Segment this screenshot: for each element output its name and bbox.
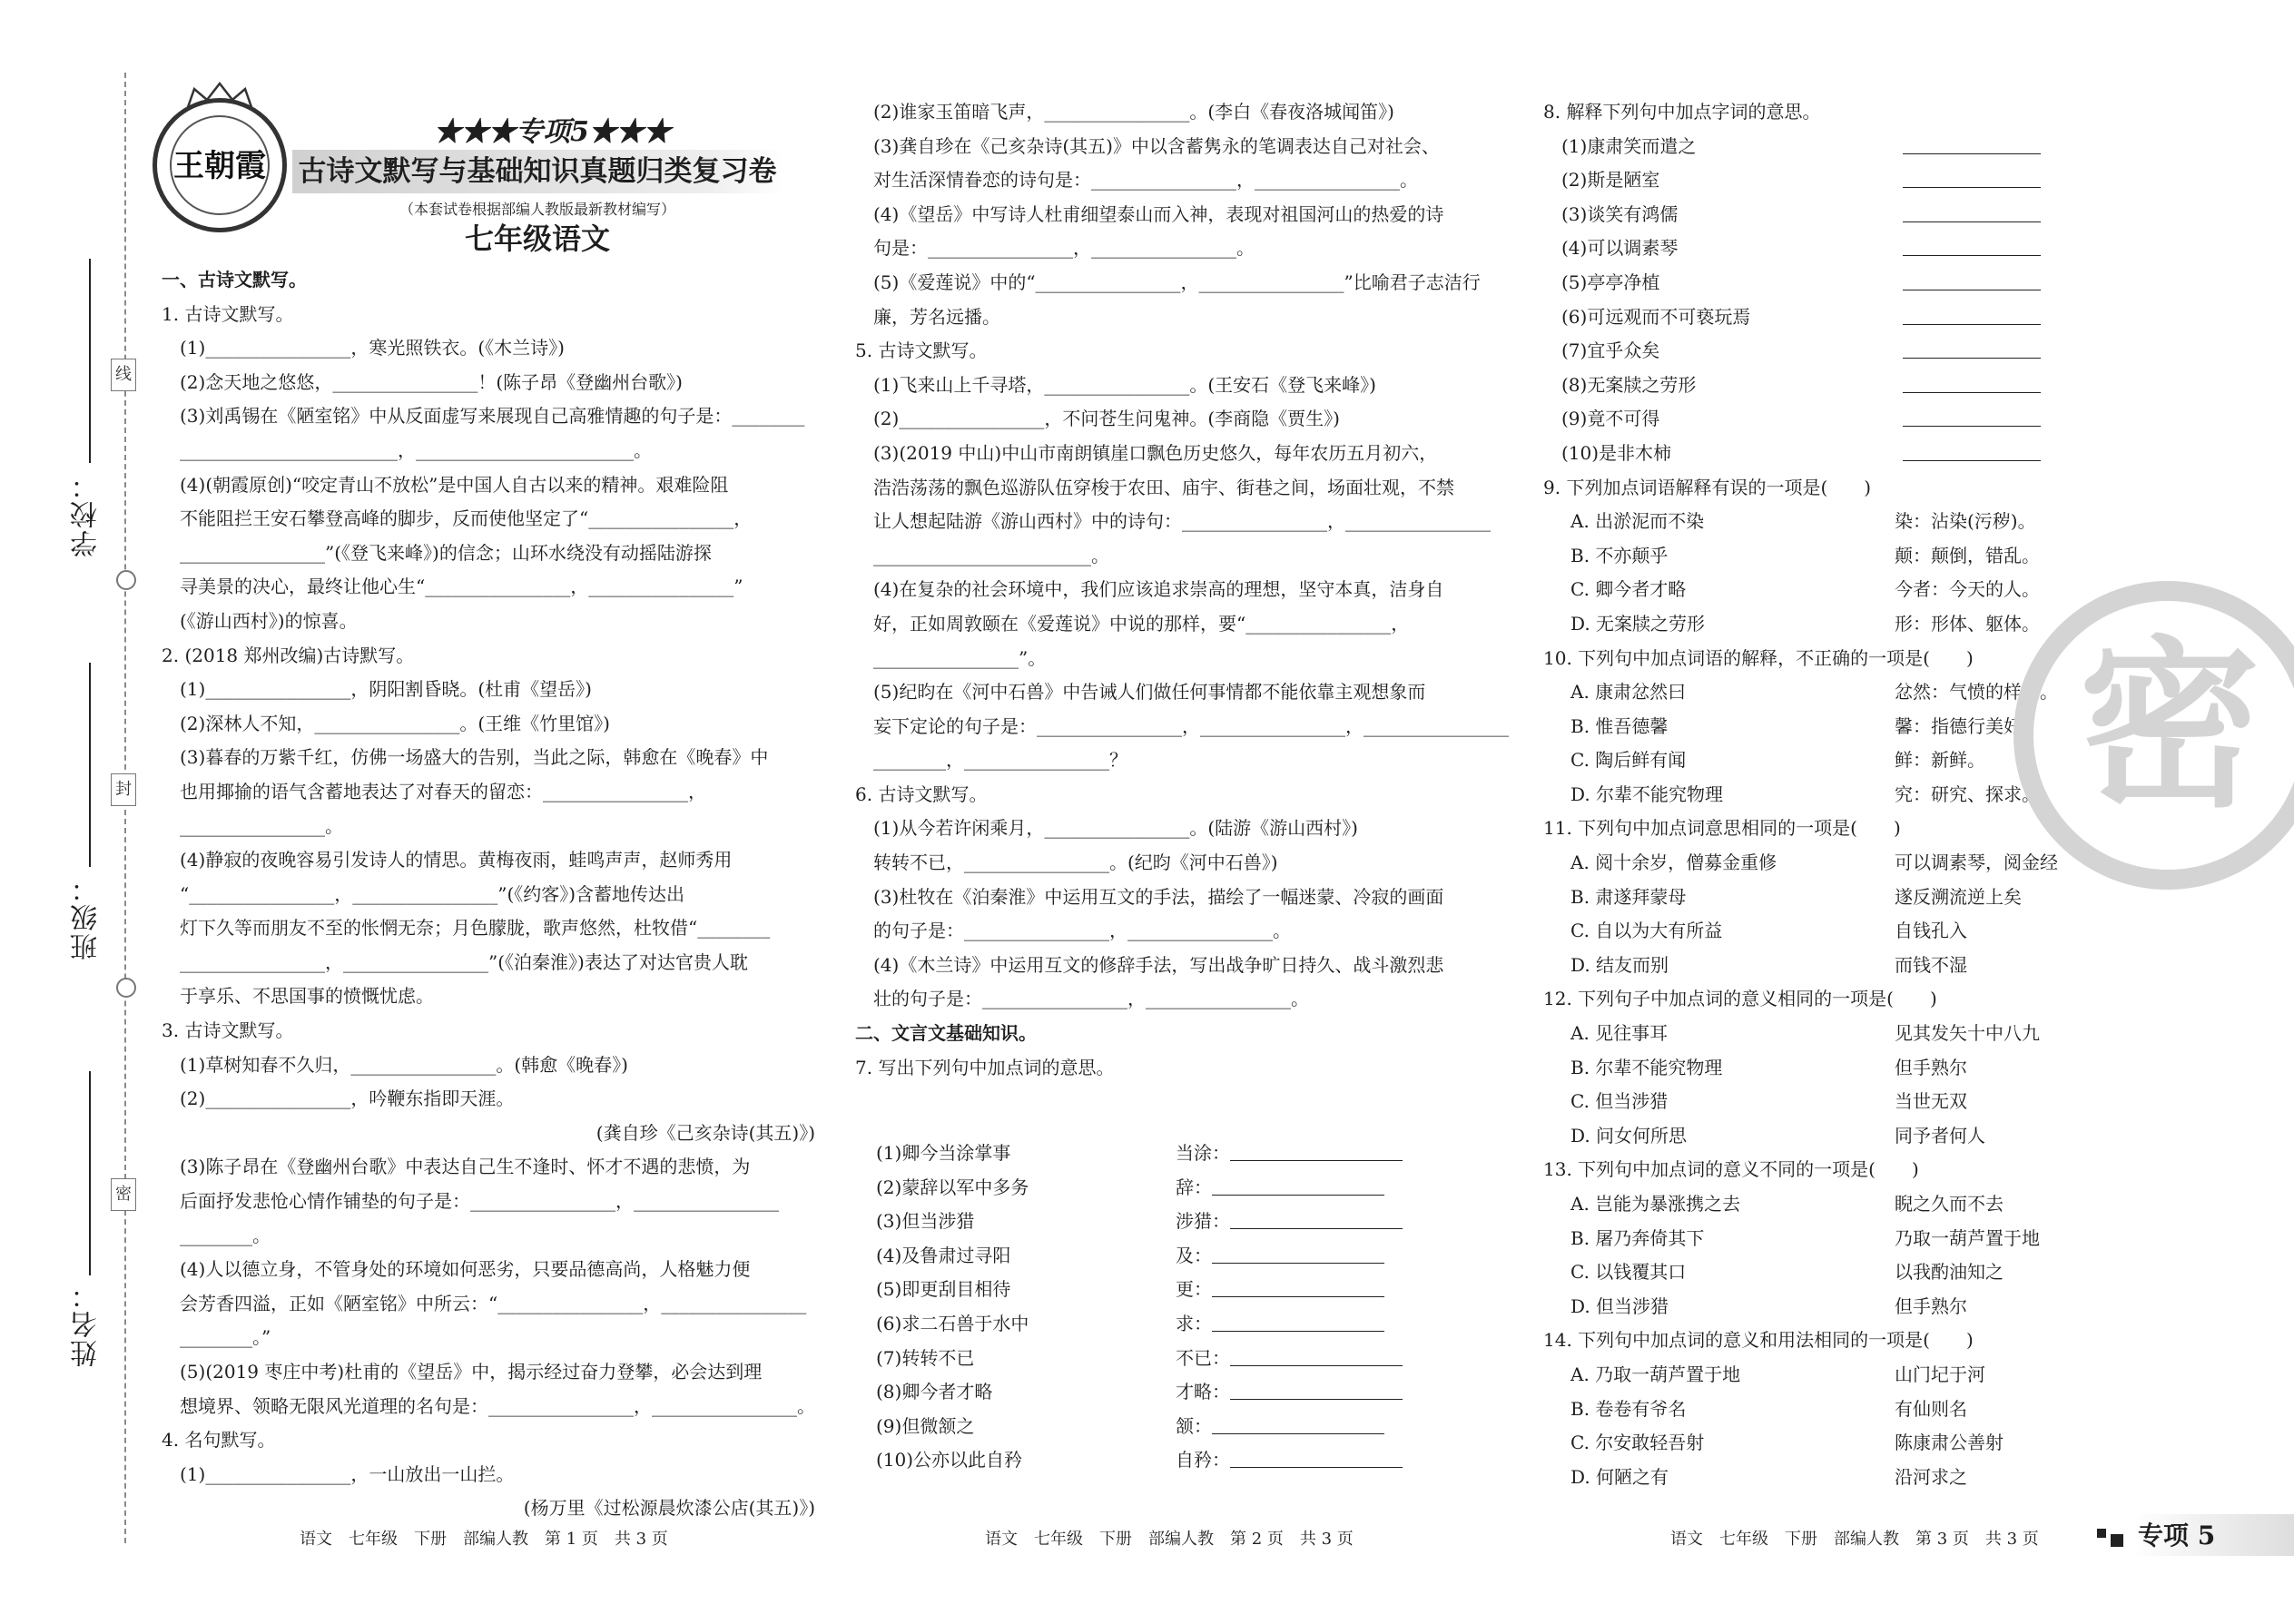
question-line: 后面抒发悲怆心情作铺垫的句子是：________________，________________ <box>180 1190 779 1213</box>
question-stem: 1. 古诗文默写。 <box>162 302 294 325</box>
question-line: (3)暮春的万紫千红，仿佛一场盛大的告别，当此之际，韩愈在《晚春》中 <box>180 746 769 769</box>
class-label: 班级： <box>71 873 103 960</box>
name-label: 姓名： <box>71 1280 103 1367</box>
question-line: (3)(2019 中山)中山市南朗镇崖口飘色历史悠久，每年农历五月初六， <box>873 441 1438 464</box>
mc-option-detail: 染：沾染(污秽)。 <box>1895 510 2036 533</box>
q8-row <box>1543 369 2088 403</box>
q7-sentence: (2)蒙辞以军中多务 <box>876 1176 1029 1198</box>
q7-term: 及： <box>1176 1244 1212 1266</box>
mc-question-stem: 10. 下列句中加点词语的解释，不正确的一项是( ) <box>1543 646 1974 669</box>
answer-blank[interactable] <box>1903 334 2041 359</box>
question-line: 转转不已，________________。(纪昀《河中石兽》) <box>873 851 1278 874</box>
school-label: 学校： <box>71 470 103 557</box>
question-line: (3)刘禹锡在《陋室铭》中从反面虚写来展现自己高雅情趣的句子是：________ <box>180 405 805 428</box>
mc-option[interactable] <box>1543 1358 2088 1393</box>
school-line <box>89 259 91 463</box>
q8-sentence: (6)可远观而不可亵玩焉 <box>1561 305 1751 328</box>
q8-sentence: (2)斯是陋室 <box>1561 169 1660 192</box>
question-line: 让人想起陆游《游山西村》中的诗句：________________，________________ <box>873 510 1491 533</box>
mc-option-detail: 当世无双 <box>1895 1090 1967 1113</box>
q7-sentence: (1)卿今当涂掌事 <box>876 1142 1011 1164</box>
q7-sentence: (7)转转不已 <box>876 1346 975 1369</box>
mc-option-detail: 沿河求之 <box>1895 1465 1967 1488</box>
binding-hole <box>116 570 136 590</box>
mc-option-text: C. 以钱覆其口 <box>1570 1261 1687 1284</box>
question-line: (2)念天地之悠悠，________________！(陈子昂《登幽州台歌》) <box>180 370 683 393</box>
q8-sentence: (5)亭亭净植 <box>1561 271 1660 293</box>
q7-term: 自矜： <box>1176 1449 1230 1471</box>
mc-option[interactable] <box>1543 1461 2088 1495</box>
answer-blank[interactable] <box>1903 130 2041 154</box>
q7-sentence: (4)及鲁肃过寻阳 <box>876 1244 1011 1266</box>
question-line: (1)________________，阴阳割昏晓。(杜甫《望岳》) <box>180 678 592 701</box>
question-line: ________。” <box>180 1326 271 1349</box>
q8-row <box>1543 198 2088 232</box>
mc-option[interactable] <box>1543 1119 2088 1154</box>
mc-option-text: A. 阅十余岁，僧募金重修 <box>1570 851 1777 874</box>
q8-row <box>1543 402 2088 437</box>
footer-page-1: 语文 七年级 下册 部编人教 第 1 页 共 3 页 <box>300 1530 668 1549</box>
publisher-logo <box>153 98 287 232</box>
section-heading: 一、古诗文默写。 <box>162 269 307 290</box>
mc-option-detail: 见其发矢十中八九 <box>1895 1022 2040 1045</box>
mc-option[interactable] <box>1543 607 2088 642</box>
q7-row <box>876 1307 1493 1342</box>
answer-blank[interactable] <box>1212 1171 1384 1196</box>
q8-row <box>1543 231 2088 266</box>
question-line: (4)在复杂的社会环境中，我们应该追求崇高的理想，坚守本真，洁身自 <box>873 578 1444 601</box>
mc-option-detail: 今者：今天的人。 <box>1895 578 2040 601</box>
question-line: 灯下久等而朋友不至的怅惘无奈；月色朦胧，歌声悠然，杜牧借“________ <box>180 917 771 940</box>
q7-row <box>876 1410 1493 1444</box>
q7-sentence: (10)公亦以此自矜 <box>876 1449 1023 1471</box>
question-line: (4)《望岳》中写诗人杜甫细望泰山而入神，表现对祖国河山的热爱的诗 <box>873 202 1444 225</box>
question-line: (2)________________，不问苍生问鬼神。(李商隐《贾生》) <box>873 408 1340 430</box>
mc-option-text: C. 尔安敢轻吾射 <box>1570 1432 1705 1454</box>
question-line: (3)陈子昂在《登幽州台歌》中表达自己生不逢时、怀才不遇的悲愤，为 <box>180 1156 751 1178</box>
mc-option[interactable] <box>1543 675 2088 710</box>
mc-option[interactable] <box>1543 1222 2088 1256</box>
answer-blank[interactable] <box>1230 1375 1403 1400</box>
q8-sentence: (8)无案牍之劳形 <box>1561 373 1697 396</box>
mc-option-text: C. 卿今者才略 <box>1570 578 1687 601</box>
mc-option[interactable] <box>1543 949 2088 983</box>
class-line <box>89 663 91 867</box>
answer-blank[interactable] <box>1903 266 2041 290</box>
mc-option-text: D. 尔辈不能究物理 <box>1570 782 1724 805</box>
footer-square <box>2097 1529 2106 1538</box>
mc-question-stem: 13. 下列句中加点词的意义不同的一项是( ) <box>1543 1158 1919 1181</box>
column-2 <box>855 95 1509 1085</box>
q8-sentence: (4)可以调素琴 <box>1561 237 1679 260</box>
logo-text: 王朝霞 <box>170 115 270 215</box>
question-stem: 2. (2018 郑州改编)古诗默写。 <box>162 644 415 666</box>
binding-hole <box>116 978 136 998</box>
q8-row <box>1543 266 2088 300</box>
mc-option[interactable] <box>1543 1051 2088 1086</box>
mc-option-text: D. 何陋之有 <box>1570 1465 1669 1488</box>
mc-option[interactable] <box>1543 710 2088 744</box>
q7-term: 涉猎： <box>1176 1210 1230 1233</box>
question-line: (杨万里《过松源晨炊漆公店(其五)》) <box>523 1497 815 1520</box>
question-line: 妄下定论的句子是：________________，________________，________________ <box>873 714 1509 737</box>
mc-option-text: B. 肃遂拜蒙母 <box>1570 885 1687 908</box>
question-stem: 5. 古诗文默写。 <box>855 340 988 362</box>
mc-option-detail: 乃取一葫芦置于地 <box>1895 1226 2040 1249</box>
question-line: (5)(2019 枣庄中考)杜甫的《望岳》中，揭示经过奋力登攀，必会达到理 <box>180 1361 763 1383</box>
question-stem: 7. 写出下列句中加点词的意思。 <box>855 1056 1115 1078</box>
mc-option[interactable] <box>1543 1255 2088 1290</box>
question-line: 壮的句子是：________________，________________。 <box>873 988 1309 1010</box>
question-line: (3)龚自珍在《己亥杂诗(其五)》中以含蓄隽永的笔调表达自己对社会、 <box>873 134 1440 157</box>
mc-option-text: C. 但当涉猎 <box>1570 1090 1669 1113</box>
question-line: 不能阻拦王安石攀登高峰的脚步，反而使他坚定了“________________， <box>180 507 753 530</box>
answer-blank[interactable] <box>1230 1137 1403 1161</box>
mc-option-detail: 忿然：气愤的样子。 <box>1895 681 2058 704</box>
q7-term: 当涂： <box>1176 1142 1230 1164</box>
mc-option-detail: 但手熟尔 <box>1895 1294 1967 1317</box>
question-8-stem: 8. 解释下列句中加点字词的意思。 <box>1543 101 1821 123</box>
question-line: 寻美景的决心，最终让他心生“________________，________________” <box>180 576 743 598</box>
mc-option-detail: 睨之久而不去 <box>1895 1193 2004 1215</box>
question-line: ________________”。 <box>873 646 1047 669</box>
mc-option[interactable] <box>1543 1426 2088 1461</box>
footer-page-2: 语文 七年级 下册 部编人教 第 2 页 共 3 页 <box>985 1530 1354 1549</box>
seal-mark-xian: 线 <box>111 359 136 391</box>
question-line: (4)静寂的夜晚容易引发诗人的情思。黄梅夜雨，蛙鸣声声，赵师秀用 <box>180 849 733 871</box>
special-label: ★★★专项5★★★ <box>434 116 671 148</box>
mc-question-stem: 11. 下列句中加点词意思相同的一项是( ) <box>1543 817 1901 840</box>
mc-option-detail: 遂反溯流逆上矣 <box>1895 885 2022 908</box>
answer-blank[interactable] <box>1212 1273 1384 1297</box>
question-line: ________________，________________”(《泊秦淮》)表达了对达官贵人耽 <box>180 950 748 973</box>
mc-option-detail: 颠：颠倒，错乱。 <box>1895 544 2040 566</box>
mc-option-text: B. 屠乃奔倚其下 <box>1570 1226 1705 1249</box>
question-line: ________。 <box>180 1224 271 1246</box>
mc-option-detail: 有仙则名 <box>1895 1397 1967 1420</box>
answer-blank[interactable] <box>1230 1205 1403 1229</box>
section-heading: 二、文言文基础知识。 <box>855 1022 1037 1045</box>
question-line: (1)从今若许闲乘月，________________。(陆游《游山西村》) <box>873 817 1358 840</box>
q7-term: 不已： <box>1176 1346 1230 1369</box>
answer-blank[interactable] <box>1230 1342 1403 1366</box>
mc-option-text: B. 不亦颠乎 <box>1570 544 1669 566</box>
question-line: (1)________________，寒光照铁衣。(《木兰诗》) <box>180 337 565 359</box>
mc-option-detail: 以我酌油知之 <box>1895 1261 2004 1284</box>
question-line: ________________________。 <box>873 544 1109 566</box>
q7-row <box>876 1205 1493 1239</box>
question-line: 也用揶揄的语气含蓄地表达了对春天的留恋：________________， <box>180 780 706 802</box>
question-line: 于享乐、不思国事的愤慨忧虑。 <box>180 985 434 1008</box>
q7-term: 颔： <box>1176 1414 1212 1437</box>
mc-option-text: D. 无案牍之劳形 <box>1570 612 1706 635</box>
question-line: (龚自珍《己亥杂诗(其五)》) <box>596 1121 815 1144</box>
mc-option[interactable] <box>1543 1187 2088 1222</box>
mc-question-stem: 12. 下列句子中加点词的意义相同的一项是( ) <box>1543 988 1937 1010</box>
question-line: ________，________________？ <box>873 749 1127 772</box>
seal-mark-feng: 封 <box>111 773 136 806</box>
mc-option-text: C. 陶后鲜有闻 <box>1570 749 1687 772</box>
footer-tag: 专项 5 <box>2138 1521 2216 1550</box>
mc-option-detail: 山门圮于河 <box>1895 1363 1985 1385</box>
mc-option[interactable] <box>1543 539 2088 574</box>
q8-row <box>1543 130 2088 164</box>
q8-row <box>1543 300 2088 335</box>
mc-option[interactable] <box>1543 1085 2088 1119</box>
mc-option-text: A. 出淤泥而不染 <box>1570 510 1705 533</box>
question-line: ________________________，________________________。 <box>180 438 652 461</box>
q7-row <box>876 1342 1493 1376</box>
mc-option-detail: 自钱孔入 <box>1895 920 1967 942</box>
q8-row <box>1543 334 2088 369</box>
mc-question-stem: 14. 下列句中加点词的意义和用法相同的一项是( ) <box>1543 1329 1974 1352</box>
mc-option[interactable] <box>1543 778 2088 812</box>
q7-term: 求： <box>1176 1312 1212 1334</box>
mc-option-text: A. 岂能为暴涨携之去 <box>1570 1193 1741 1215</box>
mc-option[interactable] <box>1543 1017 2088 1051</box>
footer-page-3: 语文 七年级 下册 部编人教 第 3 页 共 3 页 <box>1670 1530 2039 1549</box>
answer-blank[interactable] <box>1212 1239 1384 1264</box>
mc-option-text: D. 问女何所思 <box>1570 1124 1688 1147</box>
mc-option-text: C. 自以为大有所益 <box>1570 920 1723 942</box>
mc-option[interactable] <box>1543 743 2088 778</box>
name-line <box>89 1071 91 1275</box>
mc-option-text: D. 但当涉猎 <box>1570 1294 1669 1317</box>
question-line: (《游山西村》)的惊喜。 <box>180 609 358 632</box>
mc-option-text: A. 见往事耳 <box>1570 1022 1669 1045</box>
mc-option-text: A. 康肃忿然曰 <box>1570 681 1687 704</box>
q7-sentence: (9)但微颔之 <box>876 1414 975 1437</box>
q7-row <box>876 1443 1493 1478</box>
q7-sentence: (3)但当涉猎 <box>876 1210 975 1233</box>
mc-option-text: B. 尔辈不能究物理 <box>1570 1056 1723 1078</box>
answer-blank[interactable] <box>1212 1307 1384 1332</box>
answer-blank[interactable] <box>1230 1443 1403 1468</box>
q8-row <box>1543 437 2088 471</box>
q7-row <box>876 1239 1493 1274</box>
mc-option[interactable] <box>1543 846 2088 881</box>
q7-row <box>876 1375 1493 1410</box>
question-line: (3)杜牧在《泊秦淮》中运用互文的手法，描绘了一幅迷蒙、冷寂的画面 <box>873 885 1444 908</box>
question-line: (4)(朝霞原创)“咬定青山不放松”是中国人自古以来的精神。艰难险阻 <box>180 473 729 496</box>
mc-option-detail: 馨：指德行美好。 <box>1895 714 2040 737</box>
mc-option-text: B. 卷卷有爷名 <box>1570 1397 1687 1420</box>
grade-title: 七年级语文 <box>464 221 610 256</box>
q8-sentence: (3)谈笑有鸿儒 <box>1561 202 1679 225</box>
q7-sentence: (6)求二石兽于水中 <box>876 1312 1029 1334</box>
watermark-seal-text: 密 <box>2079 619 2261 832</box>
q8-sentence: (10)是非木柿 <box>1561 441 1672 464</box>
question-line: (5)《爱莲说》中的“________________，________________”比喻君子志洁行 <box>873 271 1481 293</box>
question-line: (5)纪昀在《河中石兽》中告诫人们做任何事情都不能依靠主观想象而 <box>873 681 1426 704</box>
answer-blank[interactable] <box>1903 198 2041 222</box>
column-3 <box>1543 95 2088 1494</box>
mc-option-detail: 但手熟尔 <box>1895 1056 1967 1078</box>
mc-option[interactable] <box>1543 881 2088 915</box>
mc-option-detail: 同予者何人 <box>1895 1124 1985 1147</box>
q7-term: 才略： <box>1176 1381 1230 1403</box>
mc-option-text: A. 乃取一葫芦置于地 <box>1570 1363 1741 1385</box>
answer-blank[interactable] <box>1903 437 2041 461</box>
mc-option[interactable] <box>1543 573 2088 607</box>
q7-term: 更： <box>1176 1278 1212 1301</box>
mc-option-detail: 陈康肃公善射 <box>1895 1432 2004 1454</box>
question-line: (1)飞来山上千寻塔，________________。(王安石《登飞来峰》) <box>873 373 1376 396</box>
q7-term: 辞： <box>1176 1176 1212 1198</box>
page-subtitle: （本套试卷根据部编人教版最新教材编写） <box>399 201 675 218</box>
question-line: 句是：________________，________________。 <box>873 237 1255 260</box>
q7-row <box>876 1171 1493 1206</box>
mc-option[interactable] <box>1543 914 2088 949</box>
answer-blank[interactable] <box>1903 402 2041 427</box>
binding-line <box>124 73 126 1543</box>
mc-option-detail: 形：形体、躯体。 <box>1895 612 2040 635</box>
question-line: 会芳香四溢，正如《陋室铭》中所云：“________________，________________ <box>180 1292 807 1314</box>
question-line: 对生活深情眷恋的诗句是：________________，________________。 <box>873 169 1418 192</box>
seal-mark-mi: 密 <box>111 1178 136 1211</box>
mc-question-stem: 9. 下列加点词语解释有误的一项是( ) <box>1543 476 1872 498</box>
q7-sentence: (8)卿今者才略 <box>876 1381 993 1403</box>
answer-blank[interactable] <box>1903 163 2041 188</box>
answer-blank[interactable] <box>1212 1410 1384 1434</box>
mc-option[interactable] <box>1543 505 2088 539</box>
q8-sentence: (9)竟不可得 <box>1561 408 1660 430</box>
mc-option-detail: 可以调素琴，阅金经 <box>1895 851 2058 874</box>
mc-option-text: B. 惟吾德馨 <box>1570 714 1669 737</box>
answer-blank[interactable] <box>1903 369 2041 393</box>
question-line: (4)人以德立身，不管身处的环境如何恶劣，只要品德高尚，人格魅力便 <box>180 1258 751 1281</box>
question-line: ________________。 <box>180 814 343 837</box>
column-1 <box>162 263 815 1526</box>
question-line: 想境界、领略无限风光道理的名句是：________________，________________。 <box>180 1394 815 1417</box>
question-line: (2)________________，吟鞭东指即天涯。 <box>180 1088 515 1110</box>
mc-option-text: D. 结友而别 <box>1570 953 1669 976</box>
mc-option[interactable] <box>1543 1290 2088 1324</box>
mc-option-detail: 究：研究、探求。 <box>1895 782 2040 805</box>
question-stem: 6. 古诗文默写。 <box>855 782 988 805</box>
question-line: (2)谁家玉笛暗飞声，________________。(李白《春夜洛城闻笛》) <box>873 101 1394 123</box>
question-7-list <box>876 1137 1493 1478</box>
question-line: (4)《木兰诗》中运用互文的修辞手法，写出战争旷日持久、战斗激烈悲 <box>873 953 1444 976</box>
mc-option-detail: 鲜：新鲜。 <box>1895 749 1985 772</box>
question-line: “________________，________________”(《约客》)含蓄地传达出 <box>180 882 685 905</box>
answer-blank[interactable] <box>1903 231 2041 256</box>
multiple-choice-list <box>1543 471 2088 1495</box>
q7-row <box>876 1137 1493 1171</box>
question-stem: 4. 名句默写。 <box>162 1429 276 1452</box>
page-title: 古诗文默写与基础知识真题归类复习卷 <box>298 155 777 188</box>
question-stem: 3. 古诗文默写。 <box>162 1019 294 1042</box>
question-line: ________________”(《登飞来峰》)的信念；山环水绕没有动摇陆游探 <box>180 541 712 564</box>
question-8-list <box>1543 130 2088 471</box>
question-line: 浩浩荡荡的飘色巡游队伍穿梭于农田、庙宇、街巷之间，场面壮观，不禁 <box>873 476 1454 498</box>
question-line: 好，正如周敦颐在《爱莲说》中说的那样，要“________________， <box>873 612 1410 635</box>
question-line: 的句子是：________________，________________。 <box>873 920 1291 942</box>
q7-sentence: (5)即更刮目相待 <box>876 1278 1011 1301</box>
mc-option-detail: 而钱不湿 <box>1895 953 1967 976</box>
answer-blank[interactable] <box>1903 300 2041 325</box>
q8-sentence: (7)宜乎众矣 <box>1561 340 1660 362</box>
question-line: (1)草树知春不久归，________________。(韩愈《晚春》) <box>180 1053 628 1076</box>
footer-square <box>2111 1534 2123 1547</box>
question-line: (2)深林人不知，________________。(王维《竹里馆》) <box>180 712 610 734</box>
q8-sentence: (1)康肃笑而遣之 <box>1561 134 1697 157</box>
q8-row <box>1543 163 2088 198</box>
question-line: (1)________________，一山放出一山拦。 <box>180 1462 515 1485</box>
question-line: 廉，芳名远播。 <box>873 305 1000 328</box>
q7-row <box>876 1273 1493 1307</box>
mc-option[interactable] <box>1543 1393 2088 1427</box>
